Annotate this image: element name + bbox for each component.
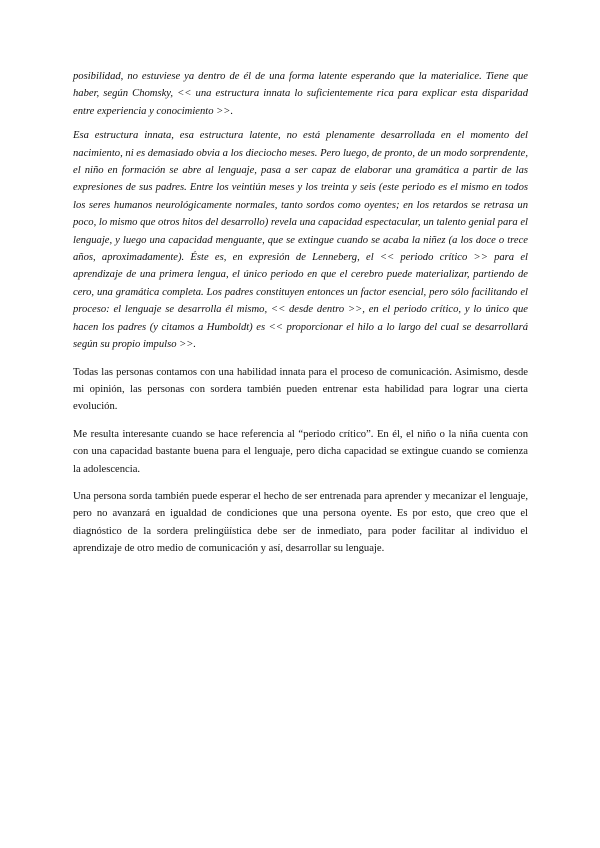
quote-paragraph-2: Esa estructura innata, esa estructura latente, no está plenamente desarrollada en el momento del nacimiento, ni es demasiado obvia a los dieciocho meses. Pero luego, de pronto, de un modo sorprendente, el niño en formación se abre al lenguaje, pasa a ser capaz de elaborar una gramática a partir de las expresiones de sus padres. Entre los veintiún meses y los treinta y seis (este periodo es el mismo en todos los seres humanos neurológicamente normales, tanto sordos como oyentes; en los retardos se retrasa un poco, lo mismo que otros hitos del desarrollo) revela una capacidad espectacular, un talento genial para el lenguaje, y luego una capacidad menguante, que se extingue cuando se acaba la niñez (a los doce o trece años, aproximadamente). Éste es, en expresión de Lenneberg, el << periodo crítico >> para el aprendizaje de una primera lengua, el único periodo en que el cerebro puede materializar, partiendo de cero, una gramática completa. Los padres constituyen entonces un factor esencial, pero sólo facilitando el proceso: el lenguaje se desarrolla él mismo, << desde dentro >>, en el periodo crítico, y lo único que hacen los padres (y citamos a Humboldt) es << proporcionar el hilo a lo largo del cual se desarrollará según su propio impulso >>.	[73, 130, 528, 351]
body-paragraph-2: Me resulta interesante cuando se hace referencia al “periodo crítico”. En él, el niño o la niña cuenta con con una capacidad bastante buena para el lenguaje, pero dicha capacidad se extingue cuando se comienza la adolescencia.	[73, 428, 528, 475]
quote-paragraph-1: posibilidad, no estuviese ya dentro de él de una forma latente esperando que la materialice. Tiene que haber, según Chomsky, << una estructura innata lo suficientemente rica para explicar esta disparidad entre experiencia y conocimiento >>.	[73, 71, 528, 117]
body-paragraph-1: Todas las personas contamos con una habilidad innata para el proceso de comunicación. Asimismo, desde mi opinión, las personas con sordera también pueden entrenar esta habilidad para lograr una cierta evolución.	[73, 366, 528, 413]
document-page	[73, 68, 528, 558]
body-paragraph-3: Una persona sorda también puede esperar el hecho de ser entrenada para aprender y mecanizar el lenguaje, pero no avanzará en igualdad de condiciones que una persona oyente. Es por esto, que creo que el diagnóstico de la sordera prelingüística debe ser de inmediato, para poder facilitar al individuo el aprendizaje de otro medio de comunicación y así, desarrollar su lenguaje.	[73, 490, 528, 555]
